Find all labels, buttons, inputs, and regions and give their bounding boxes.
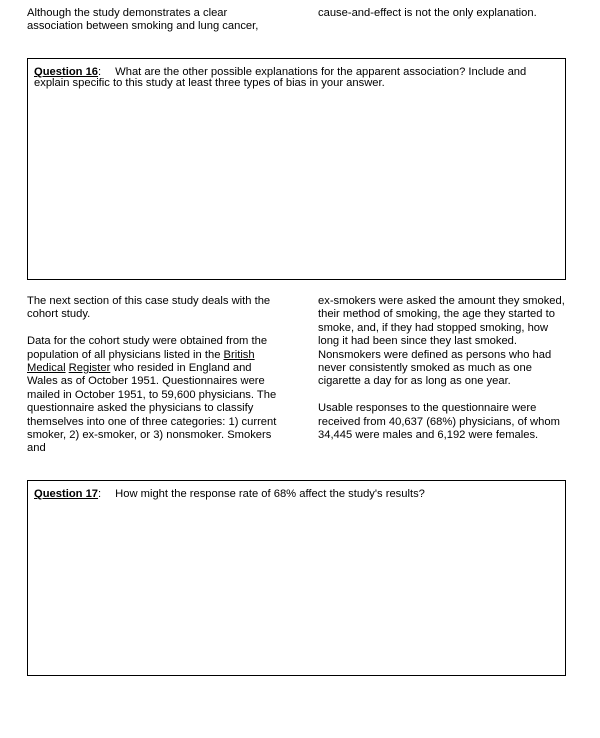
question-16-colon: : <box>98 66 102 78</box>
british-link-text: British <box>223 348 255 361</box>
medical-link-text: Medical <box>27 362 66 375</box>
section-left-column <box>27 295 281 456</box>
question-17-text: How might the response rate of 68% affect the study's results? <box>115 488 425 500</box>
register-link-text: Register <box>68 362 111 375</box>
intro-left-text: Although the study demonstrates a clear association between smoking and lung cancer, <box>27 7 259 33</box>
question-17-colon: : <box>98 488 102 500</box>
question-17-prompt <box>34 489 559 500</box>
section-left-paragraph-2-start: Data for the cohort study were obtained from the population of all physicians listed in the <box>27 335 268 361</box>
section-left-paragraph-1: The next section of this case study deals with the cohort study. <box>27 295 271 321</box>
question-17-box[interactable] <box>27 480 566 676</box>
section-left-paragraph-2 <box>27 335 281 456</box>
question-17-label: Question 17 <box>34 488 99 500</box>
intro-right-text: cause-and-effect is not the only explanation. <box>318 7 537 19</box>
section-right-column <box>318 295 568 442</box>
section-right-paragraph-1: ex-smokers were asked the amount they smoked, their method of smoking, the age they started to smoke, and, if they had stopped smoking, how long it had been since they last smoked. Nonsmokers were defined as persons who had never consistently smoked as much as one cigarette a day for as long as one year. <box>318 295 565 388</box>
section-right-paragraph-2: Usable responses to the questionnaire were received from 40,637 (68%) physicians, of whom 34,445 were males and 6,192 were females. <box>318 402 560 442</box>
question-16-prompt <box>34 67 559 89</box>
section-left-paragraph-2-end: who resided in England and Wales as of October 1951. Questionnaires were mailed in October 1951, to 59,600 physicians. The questionnaire asked the physicians to classify themselves into one of three categories: 1) current smoker, 2) ex-smoker, or 3) nonsmoker. Smokers and <box>27 362 277 455</box>
intro-left-column <box>27 7 277 34</box>
question-16-label: Question 16 <box>34 66 99 78</box>
question-16-text: What are the other possible explanations for the apparent association? Include and explain specific to this study at least three types of bias in your answer. <box>34 66 527 90</box>
question-16-box[interactable] <box>27 58 566 280</box>
intro-right-column <box>318 7 568 20</box>
